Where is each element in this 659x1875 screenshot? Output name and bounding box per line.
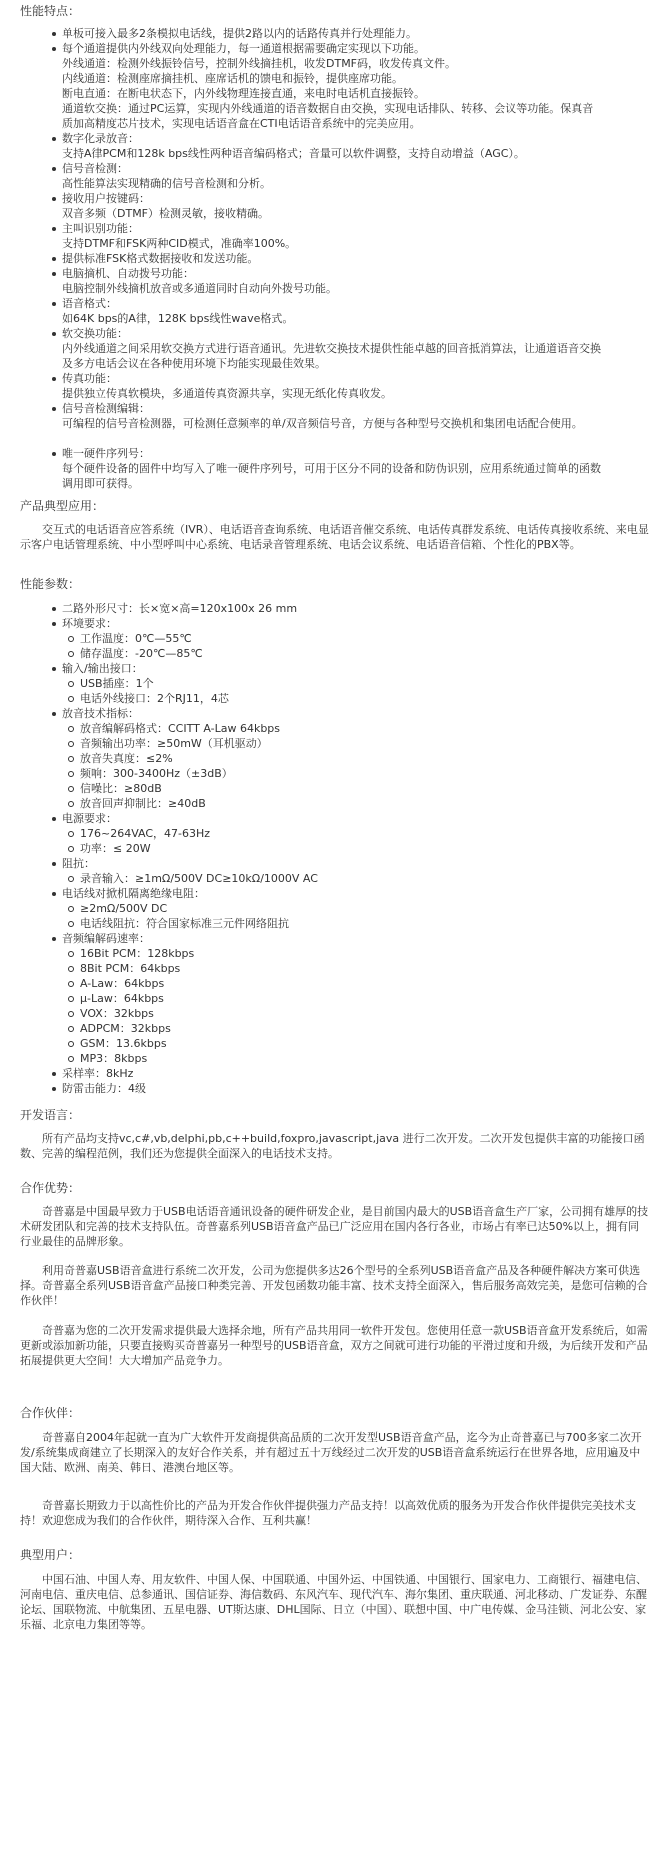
- bullet-icon: [52, 607, 56, 611]
- feature-item: 信号音检测编辑：: [62, 401, 652, 416]
- bullet-icon: [52, 227, 56, 231]
- circle-bullet-icon: [68, 951, 74, 957]
- feature-item: 数字化录放音：: [62, 131, 652, 146]
- feature-detail: 外线通道：检测外线振铃信号，控制外线摘挂机，收发DTMF码，收发传真文件。: [62, 57, 457, 70]
- bullet-icon: [52, 257, 56, 261]
- param-sub-item: VOX：32kbps: [80, 1006, 620, 1021]
- param-sub-item: μ-Law：64kbps: [80, 991, 620, 1006]
- partner-p1: 奇普嘉自2004年起就一直为广大软件开发商提供高品质的二次开发型USB语音盒产品，迄今为止奇普嘉已与700多家二次开发/系统集成商建立了长期深入的友好合作关系，并有超过五十万线经过二次开发的USB语音盒系统运行在世界各地，应用遍及中国大陆、欧洲、南美、韩日、港澳台地区等。: [20, 1431, 642, 1474]
- param-sub-item: 176~264VAC，47-63Hz: [80, 826, 620, 841]
- circle-bullet-icon: [68, 636, 74, 642]
- circle-bullet-icon: [68, 906, 74, 912]
- circle-bullet-icon: [68, 696, 74, 702]
- feature-item: 软交换功能：: [62, 326, 652, 341]
- feature-detail: 通道软交换：通过PC运算，实现内外线通道的语音数据自由交换，实现电话排队、转移、会议等功能。保真音质加高精度芯片技术，实现电话语音盒在CTI电话语音系统中的完美应用。: [62, 102, 594, 130]
- feature-item: 电脑摘机、自动拨号功能：: [62, 266, 652, 281]
- bullet-icon: [52, 452, 56, 456]
- circle-bullet-icon: [68, 681, 74, 687]
- feature-detail: 支持DTMF和FSK两种CID模式，准确率100%。: [62, 237, 297, 250]
- param-sub-item: GSM：13.6kbps: [80, 1036, 620, 1051]
- param-item: 采样率：8kHz: [62, 1066, 652, 1081]
- feature-detail: 内外线通道之间采用软交换方式进行语音通讯。先进软交换技术提供性能卓越的回音抵消算法，让通道语音交换及多方电话会议在各种使用环境下均能实现最佳效果。: [62, 342, 601, 370]
- param-sub-item: ADPCM：32kbps: [80, 1021, 620, 1036]
- circle-bullet-icon: [68, 651, 74, 657]
- feature-detail: 双音多频（DTMF）检测灵敏，接收精确。: [62, 207, 270, 220]
- circle-bullet-icon: [68, 846, 74, 852]
- customers-text: 中国石油、中国人寿、用友软件、中国人保、中国联通、中国外运、中国铁通、中国银行、国家电力、工商银行、福建电信、河南电信、重庆电信、总参通讯、国信证券、海信数码、东风汽车、现代汽车、海尔集团、重庆联通、河北移动、广发证券、东醒论坛、国联物流、中航集团、五星电器、UT斯达康、DHL国际、日立（中国）、联想中国、中广电传媒、金马洼锁、河北公安、家乐福、北京电力集团等等。: [20, 1573, 647, 1631]
- feature-detail: 高性能算法实现精确的信号音检测和分析。: [62, 177, 271, 190]
- bullet-icon: [52, 32, 56, 36]
- circle-bullet-icon: [68, 771, 74, 777]
- feature-item: 主叫识别功能：: [62, 221, 652, 236]
- advantage-p2: 利用奇普嘉USB语音盒进行系统二次开发，公司为您提供多达26个型号的全系列USB语音盒产品及各种硬件解决方案可供选择。奇普嘉全系列USB语音盒产品接口种类完善、开发包函数功能丰富、技术支持全面深入，售后服务高效完美，是您可信赖的合作伙伴！: [20, 1264, 648, 1307]
- advantage-title: 合作优势：: [20, 1181, 81, 1195]
- circle-bullet-icon: [68, 726, 74, 732]
- bullet-icon: [52, 167, 56, 171]
- circle-bullet-icon: [68, 996, 74, 1002]
- param-item: 放音技术指标：: [62, 706, 652, 721]
- param-sub-item: 放音失真度：≤2%: [80, 751, 620, 766]
- bullet-icon: [52, 47, 56, 51]
- param-item: 阻抗：: [62, 856, 652, 871]
- feature-item: 每个通道提供内外线双向处理能力，每一通道根据需要确定实现以下功能。: [62, 41, 652, 56]
- param-item: 防雷击能力：4级: [62, 1081, 652, 1096]
- param-item: 电源要求：: [62, 811, 652, 826]
- param-sub-item: 音频输出功率：≥50mW（耳机驱动）: [80, 736, 620, 751]
- circle-bullet-icon: [68, 876, 74, 882]
- param-sub-item: A-Law：64kbps: [80, 976, 620, 991]
- feature-item: 接收用户按键码：: [62, 191, 652, 206]
- feature-item: 提供标准FSK格式数据接收和发送功能。: [62, 251, 652, 266]
- param-sub-item: MP3：8kbps: [80, 1051, 620, 1066]
- circle-bullet-icon: [68, 1056, 74, 1062]
- feature-detail: 如64K bps的A律，128K bps线性wave格式。: [62, 312, 294, 325]
- applications-title: 产品典型应用：: [20, 499, 105, 513]
- param-sub-item: 电话线阻抗：符合国家标准三元件网络阻抗: [80, 916, 620, 931]
- bullet-icon: [52, 862, 56, 866]
- param-sub-item: 录音输入：≥1mΩ/500V DC≥10kΩ/1000V AC: [80, 871, 620, 886]
- bullet-icon: [52, 197, 56, 201]
- params-title: 性能参数：: [20, 577, 81, 591]
- circle-bullet-icon: [68, 981, 74, 987]
- param-sub-item: 工作温度：0℃—55℃: [80, 631, 620, 646]
- param-sub-item: 储存温度：-20℃—85℃: [80, 646, 620, 661]
- feature-detail: 每个硬件设备的固件中均写入了唯一硬件序列号，可用于区分不同的设备和防伪识别，应用系统通过简单的函数调用即可获得。: [62, 462, 601, 490]
- circle-bullet-icon: [68, 786, 74, 792]
- feature-item: 传真功能：: [62, 371, 652, 386]
- bullet-icon: [52, 1087, 56, 1091]
- bullet-icon: [52, 892, 56, 896]
- param-item: 电话线对掀机隔离绝缘电阻：: [62, 886, 652, 901]
- feature-item: 语音格式：: [62, 296, 652, 311]
- param-sub-item: 放音回声抑制比：≥40dB: [80, 796, 620, 811]
- param-sub-item: ≥2mΩ/500V DC: [80, 901, 620, 916]
- dev-text: 所有产品均支持vc,c#,vb,delphi,pb,c++build,foxpro,javascript,java 进行二次开发。二次开发包提供丰富的功能接口函数、完善的编程范例，我们还为您提供全面深入的电话技术支持。: [20, 1132, 645, 1160]
- bullet-icon: [52, 137, 56, 141]
- param-sub-item: 频响：300-3400Hz（±3dB）: [80, 766, 620, 781]
- bullet-icon: [52, 937, 56, 941]
- param-item: 二路外形尺寸：长×宽×高=120x100x 26 mm: [62, 601, 652, 616]
- param-sub-item: 8Bit PCM：64kbps: [80, 961, 620, 976]
- circle-bullet-icon: [68, 1026, 74, 1032]
- customers-title: 典型用户：: [20, 1548, 81, 1562]
- feature-detail: 内线通道：检测座席摘挂机、座席话机的馈电和振铃，提供座席功能。: [62, 72, 403, 85]
- circle-bullet-icon: [68, 1011, 74, 1017]
- feature-item: 唯一硬件序列号：: [62, 446, 652, 461]
- bullet-icon: [52, 1072, 56, 1076]
- feature-detail: 提供独立传真软模块，多通道传真资源共享，实现无纸化传真收发。: [62, 387, 392, 400]
- feature-detail: 可编程的信号音检测器，可检测任意频率的单/双音频信号音，方便与各种型号交换机和集团电话配合使用。: [62, 417, 583, 430]
- param-sub-item: 16Bit PCM：128kbps: [80, 946, 620, 961]
- feature-detail: 支持A律PCM和128k bps线性两种语音编码格式；音量可以软件调整，支持自动增益（AGC）。: [62, 147, 525, 160]
- circle-bullet-icon: [68, 1041, 74, 1047]
- param-item: 音频编解码速率：: [62, 931, 652, 946]
- param-sub-item: USB插座：1个: [80, 676, 620, 691]
- param-item: 环境要求：: [62, 616, 652, 631]
- feature-item: 单板可接入最多2条模拟电话线，提供2路以内的话路传真并行处理能力。: [62, 26, 652, 41]
- partner-title: 合作伙伴：: [20, 1406, 81, 1420]
- bullet-icon: [52, 302, 56, 306]
- circle-bullet-icon: [68, 966, 74, 972]
- bullet-icon: [52, 667, 56, 671]
- bullet-icon: [52, 377, 56, 381]
- circle-bullet-icon: [68, 801, 74, 807]
- param-sub-item: 放音编解码格式：CCITT A-Law 64kbps: [80, 721, 620, 736]
- advantage-p1: 奇普嘉是中国最早致力于USB电话语音通讯设备的硬件研发企业，是目前国内最大的USB语音盒生产厂家，公司拥有雄厚的技术研发团队和完善的技术支持队伍。奇普嘉系列USB语音盒产品已广泛应用在国内各行各业，市场占有率已达50%以上，拥有同行业最佳的品牌形象。: [20, 1205, 649, 1248]
- param-item: 输入/输出接口：: [62, 661, 652, 676]
- features-title: 性能特点：: [20, 4, 81, 18]
- advantage-p3: 奇普嘉为您的二次开发需求提供最大选择余地，所有产品共用同一软件开发包。您使用任意一款USB语音盒开发系统后，如需更新或添加新功能，只要直接购买奇普嘉另一种型号的USB语音盒，双方之间就可进行功能的平滑过度和升级，为后续开发和产品拓展提供更大空间！大大增加产品竞争力。: [20, 1324, 648, 1367]
- bullet-icon: [52, 332, 56, 336]
- bullet-icon: [52, 712, 56, 716]
- applications-text: 交互式的电话语音应答系统（IVR）、电话语音查询系统、电话语音催交系统、电话传真群发系统、电话传真接收系统、来电显示客户电话管理系统、中小型呼叫中心系统、电话录音管理系统、电话会议系统、电话语音信箱、个性化的PBX等。: [20, 523, 649, 551]
- param-sub-item: 功率：≤ 20W: [80, 841, 620, 856]
- param-sub-item: 电话外线接口：2个RJ11，4芯: [80, 691, 620, 706]
- bullet-icon: [52, 272, 56, 276]
- feature-detail: 电脑控制外线摘机放音或多通道同时自动向外拨号功能。: [62, 282, 337, 295]
- feature-detail: 断电直通：在断电状态下，内外线物理连接直通，来电时电话机直接振铃。: [62, 87, 425, 100]
- param-sub-item: 信噪比：≥80dB: [80, 781, 620, 796]
- circle-bullet-icon: [68, 741, 74, 747]
- circle-bullet-icon: [68, 756, 74, 762]
- dev-title: 开发语言：: [20, 1108, 81, 1122]
- bullet-icon: [52, 622, 56, 626]
- bullet-icon: [52, 817, 56, 821]
- bullet-icon: [52, 407, 56, 411]
- circle-bullet-icon: [68, 831, 74, 837]
- partner-p2: 奇普嘉长期致力于以高性价比的产品为开发合作伙伴提供强力产品支持！以高效优质的服务为开发合作伙伴提供完美技术支持！欢迎您成为我们的合作伙伴，期待深入合作、互利共赢！: [20, 1499, 636, 1527]
- feature-item: 信号音检测：: [62, 161, 652, 176]
- circle-bullet-icon: [68, 921, 74, 927]
